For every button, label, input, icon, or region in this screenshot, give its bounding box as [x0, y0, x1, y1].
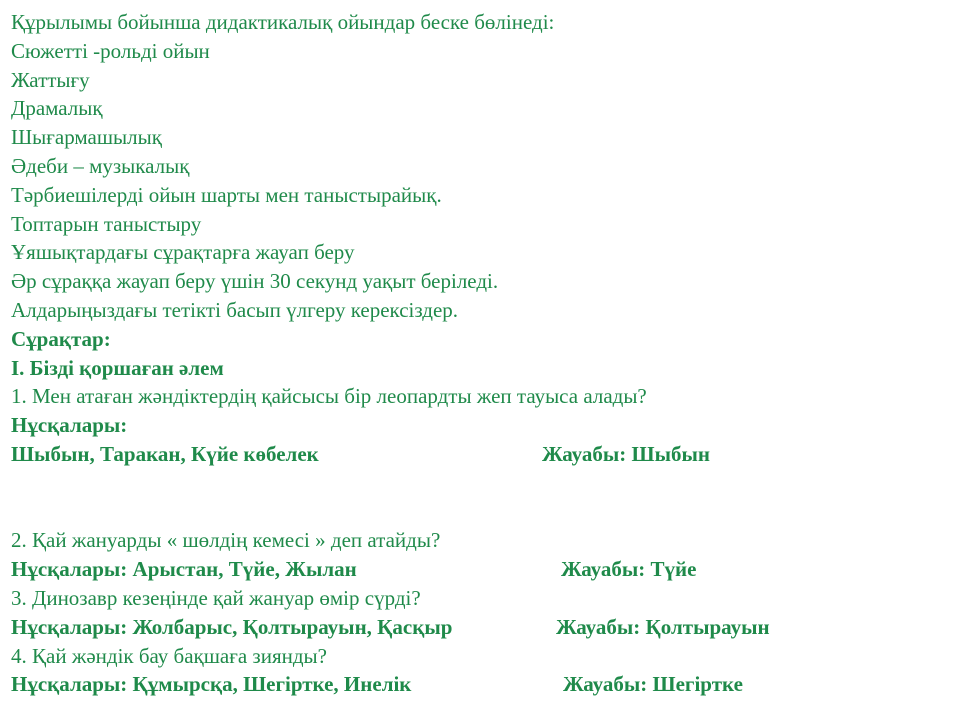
game-type-item: Шығармашылық	[11, 125, 162, 150]
game-type-item: Сюжетті -рольді ойын	[11, 38, 210, 63]
blank-line	[11, 469, 951, 498]
question-1-answer: Жауабы: Шыбын	[542, 441, 710, 466]
question-4: 4. Қай жәндік бау бақшаға зиянды?	[11, 643, 327, 668]
question-3-options: Нұсқалары: Жолбарыс, Қолтырауын, Қасқыр	[11, 614, 453, 639]
section-title: І. Бізді қоршаған әлем	[11, 355, 224, 380]
question-2-options-row	[11, 555, 951, 584]
question-2-answer: Жауабы: Түйе	[561, 557, 697, 582]
question-3: 3. Динозавр кезеңінде қай жануар өмір сүрді?	[11, 585, 421, 610]
question-1-options: Шыбын, Таракан, Күйе көбелек	[11, 441, 319, 466]
questions-heading: Сұрақтар:	[11, 326, 111, 351]
question-1: 1. Мен атаған жәндіктердің қайсысы бір леопардты жеп тауыса алады?	[11, 384, 647, 409]
document-body	[11, 8, 951, 699]
rule-item: Тәрбиешілерді ойын шарты мен таныстырайық.	[11, 182, 442, 207]
intro-heading: Құрылымы бойынша дидактикалық ойындар беске бөлінеді:	[11, 10, 555, 34]
rule-item: Топтарын таныстыру	[11, 211, 202, 236]
question-2-options: Нұсқалары: Арыстан, Түйе, Жылан	[11, 557, 357, 582]
question-2: 2. Қай жануарды « шөлдің кемесі » деп атайды?	[11, 528, 441, 553]
game-type-item: Әдеби – музыкалық	[11, 153, 190, 178]
rule-item: Ұяшықтардағы сұрақтарға жауап беру	[11, 240, 355, 265]
question-1-options-label: Нұсқалары:	[11, 413, 128, 438]
rule-item: Алдарыңыздағы тетікті басып үлгеру керексіздер.	[11, 297, 459, 322]
rule-item: Әр сұраққа жауап беру үшін 30 секунд уақыт беріледі.	[11, 269, 499, 294]
game-type-item: Жаттығу	[11, 67, 90, 92]
question-4-options: Нұсқалары: Құмырсқа, Шегіртке, Инелік	[11, 672, 412, 697]
question-3-answer: Жауабы: Қолтырауын	[556, 614, 770, 639]
question-4-answer: Жауабы: Шегіртке	[563, 672, 743, 697]
question-1-options-row	[11, 440, 951, 469]
blank-line	[11, 498, 951, 527]
question-4-options-row	[11, 670, 951, 699]
question-3-options-row	[11, 613, 951, 642]
game-type-item: Драмалық	[11, 96, 103, 121]
